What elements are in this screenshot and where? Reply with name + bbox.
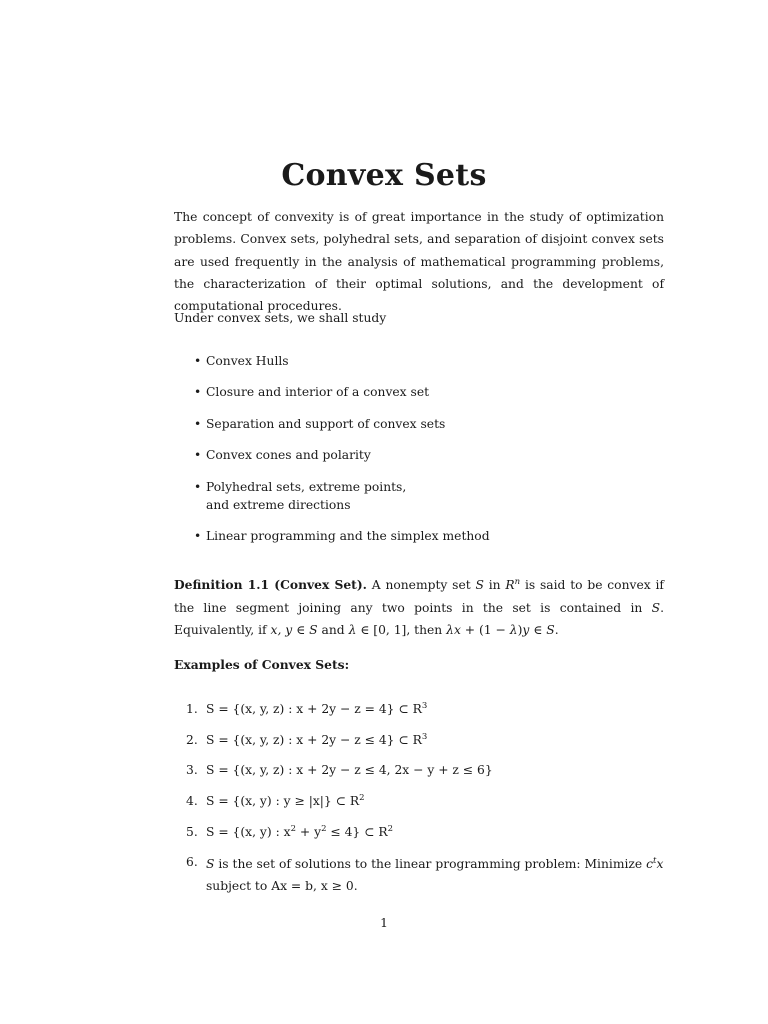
- bullet-icon: •: [194, 479, 202, 494]
- topic-list: [174, 352, 664, 558]
- bullet-icon: •: [194, 448, 202, 463]
- lead-sentence: Under convex sets, we shall study: [174, 311, 387, 325]
- bullet-icon: •: [194, 528, 202, 543]
- page-number: 1: [380, 916, 388, 930]
- list-item: 5. S = {(x, y) : $x^2 + y^2 \le 4$} ⊂ $R^2$: [186, 823, 394, 839]
- list-item: • Polyhedral sets, extreme points, and extreme directions: [174, 478, 664, 514]
- bullet-icon: •: [194, 416, 202, 431]
- list-item: • Linear programming and the simplex method: [194, 528, 490, 543]
- page-title: Convex Sets: [281, 158, 487, 193]
- list-item: • Separation and support of convex sets: [194, 416, 446, 431]
- definition-paragraph: Definition 1.1 (Convex Set). A nonempty set S in $R^n$ is said to be convex if the line segment joining any two points in the set is contained in S. Equivalently, if x, y ∈ S and λ ∈ [0, 1], then λx + (1 − λ)y ∈ S.: [174, 577, 664, 637]
- list-item: 6. S is the set of solutions to the linear programming problem: Minimize $c^tx$ subject to Ax = b, x ≥ 0.: [186, 855, 664, 894]
- intro-paragraph: The concept of convexity is of great importance in the study of optimization problems. Convex sets, polyhedral sets, and separation of disjoint convex sets are used frequently in the analysis of mathematical programming problems, the characterization of their optimal solutions, and the development of computational procedures.: [174, 210, 664, 314]
- list-item: 4. S = {(x, y) : y ≥ |x|} ⊂ $R^2$: [186, 793, 365, 809]
- list-item: • Closure and interior of a convex set: [194, 385, 430, 400]
- list-item-continuation: and extreme directions: [206, 497, 351, 512]
- examples-list: [174, 700, 664, 910]
- list-item: • Convex Hulls: [194, 354, 289, 368]
- list-item: 2. S = {(x, y, z) : x + 2y − z ≤ 4} ⊂ $R^3$: [186, 731, 428, 747]
- bullet-icon: •: [194, 385, 202, 400]
- bullet-icon: •: [194, 354, 202, 368]
- examples-heading: Examples of Convex Sets:: [174, 657, 350, 672]
- definition-label: Definition 1.1 (Convex Set).: [174, 577, 367, 592]
- list-item: • Convex cones and polarity: [194, 448, 371, 463]
- list-item: 3. S = {(x, y, z) : x + 2y − z ≤ 4, 2x − y + z ≤ 6}: [186, 763, 493, 778]
- list-item: 1. S = {(x, y, z) : x + 2y − z = 4} ⊂ $R^3$: [186, 701, 428, 716]
